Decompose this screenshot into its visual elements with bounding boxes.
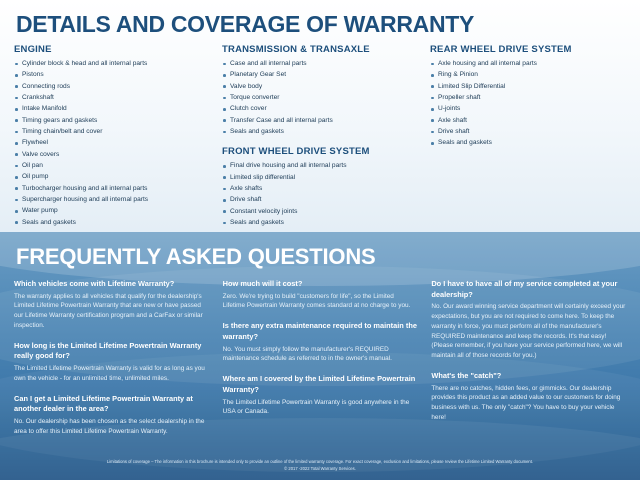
list-item: Intake Manifold xyxy=(14,103,210,114)
faq-answer: The Limited Lifetime Powertrain Warranty is valid for as long as you own the vehicle - for an unlimited time, unlimited miles. xyxy=(14,365,205,382)
faq-item xyxy=(431,371,626,423)
list-item: Cylinder block & head and all internal parts xyxy=(14,58,210,69)
faq-answer: No. You must simply follow the manufacturer's REQUIRED maintenance schedule as referred to in the owner's manual. xyxy=(222,345,392,363)
list-item: Valve body xyxy=(222,81,418,92)
faq-columns xyxy=(14,279,626,437)
list-item: Pistons xyxy=(14,69,210,80)
faq-item xyxy=(223,279,418,311)
faq-question: Is there any extra maintenance required to maintain the warranty? xyxy=(222,321,417,341)
list-item: Oil pan xyxy=(14,160,210,171)
faq-answer: There are no catches, hidden fees, or gimmicks. Our dealership provides this product as an added value to our customers for doing business with us. The only "catch"? You have to buy your vehicle here! xyxy=(431,384,621,421)
coverage-column-transmission xyxy=(222,42,418,228)
list-item: Crankshaft xyxy=(14,92,210,103)
faq-item xyxy=(14,394,209,437)
front-wheel-drive-parts-list xyxy=(222,160,418,228)
faq-section xyxy=(0,232,640,480)
list-item: Seals and gaskets xyxy=(222,217,418,228)
list-item: Seals and gaskets xyxy=(222,126,418,137)
list-item: Seals and gaskets xyxy=(14,217,210,228)
list-item: Drive shaft xyxy=(430,126,626,137)
rear-wheel-drive-parts-list xyxy=(430,58,626,149)
faq-item xyxy=(14,341,209,384)
faq-item xyxy=(223,321,418,364)
section-heading-rear-wheel-drive: REAR WHEEL DRIVE SYSTEM xyxy=(430,44,572,56)
list-item: Torque converter xyxy=(222,92,418,103)
list-item: Valve covers xyxy=(14,149,210,160)
faq-question: How long is the Limited Lifetime Powertrain Warranty really good for? xyxy=(14,340,202,361)
list-item: Case and all internal parts xyxy=(222,58,418,69)
faq-question: What's the "catch"? xyxy=(431,370,502,380)
list-item: Supercharger housing and all internal parts xyxy=(14,194,210,205)
footer xyxy=(0,459,640,472)
section-heading-transmission: TRANSMISSION & TRANSAXLE xyxy=(222,44,370,56)
coverage-columns xyxy=(14,42,626,228)
footer-disclaimer: Limitations of coverage – The information in this brochure is intended only to provide an outline of the limited warranty coverage. For exact coverage, exclusion and limitations, please review the Lifetime Limited Warranty document. xyxy=(106,459,534,465)
list-item: Flywheel xyxy=(14,137,210,148)
faq-column-3 xyxy=(431,279,626,437)
coverage-column-rear-wheel-drive xyxy=(430,42,626,228)
list-item: Seals and gaskets xyxy=(430,137,626,148)
list-item: Limited slip differential xyxy=(222,172,418,183)
faq-answer: The Limited Lifetime Powertrain Warranty is good anywhere in the USA or Canada. xyxy=(222,398,410,416)
list-item: Connecting rods xyxy=(14,81,210,92)
list-item: Axle shaft xyxy=(430,115,626,126)
list-item: Limited Slip Differential xyxy=(430,81,626,92)
faq-column-1 xyxy=(14,279,209,437)
list-item: Final drive housing and all internal parts xyxy=(222,160,418,171)
list-item: Planetary Gear Set xyxy=(222,69,418,80)
list-item: U-joints xyxy=(430,103,626,114)
coverage-column-engine xyxy=(14,42,210,228)
faq-question: Which vehicles come with Lifetime Warranty? xyxy=(14,279,175,288)
faq-question: How much will it cost? xyxy=(222,279,303,288)
faq-answer: Zero. We're trying to build "customers for life", so the Limited Lifetime Powertrain Warranty comes standard at no charge to you. xyxy=(222,292,411,310)
faq-question: Do I have to have all of my service completed at your dealership? xyxy=(431,279,618,299)
list-item: Constant velocity joints xyxy=(222,206,418,217)
faq-column-2 xyxy=(223,279,418,437)
faq-question: Where am I covered by the Limited Lifetime Powertrain Warranty? xyxy=(222,374,416,394)
details-coverage-section xyxy=(0,0,640,232)
section-heading-front-wheel-drive: FRONT WHEEL DRIVE SYSTEM xyxy=(222,146,370,158)
list-item: Turbocharger housing and all internal parts xyxy=(14,183,210,194)
list-item: Propeller shaft xyxy=(430,92,626,103)
footer-copyright: © 2017 -2022 Total Warranty Services. xyxy=(284,465,356,471)
list-item: Timing gears and gaskets xyxy=(14,115,210,126)
list-item: Ring & Pinion xyxy=(430,69,626,80)
list-item: Water pump xyxy=(14,205,210,216)
faq-item xyxy=(14,279,209,331)
list-item: Timing chain/belt and cover xyxy=(14,126,210,137)
transmission-parts-list xyxy=(222,58,418,137)
list-item: Drive shaft xyxy=(222,194,418,205)
list-item: Axle housing and all internal parts xyxy=(430,58,626,69)
faq-answer: No. Our dealership has been chosen as the select dealership in the area to offer this Limited Lifetime Powertrain Warranty. xyxy=(14,418,205,435)
section-heading-engine: ENGINE xyxy=(14,44,52,56)
list-item: Transfer Case and all internal parts xyxy=(222,115,418,126)
list-item: Clutch cover xyxy=(222,103,418,114)
faq-question: Can I get a Limited Lifetime Powertrain Warranty at another dealer in the area? xyxy=(14,393,193,414)
list-item: Oil pump xyxy=(14,171,210,182)
engine-parts-list xyxy=(14,58,210,228)
faq-item xyxy=(431,279,626,361)
faq-title: FREQUENTLY ASKED QUESTIONS xyxy=(16,244,376,269)
faq-answer: The warranty applies to all vehicles that qualify for the dealership's Limited Lifetime Powertrain Warranty that are new or have passed our Lifetime Warranty certification program and a CarFax or similar inspection. xyxy=(14,292,203,329)
faq-item xyxy=(223,374,418,417)
page-title: DETAILS AND COVERAGE OF WARRANTY xyxy=(16,11,475,37)
faq-answer: No. Our award winning service department will certainly exceed your expectations, but you are not required to come here. To keep the warranty in force, you must perform all of the manufacturer's REQUIRED maintenance and keep the records. It's that easy! (Please remember, if you have your service performed here, we will maintain all of those records for you.) xyxy=(431,303,626,360)
list-item: Axle shafts xyxy=(222,183,418,194)
